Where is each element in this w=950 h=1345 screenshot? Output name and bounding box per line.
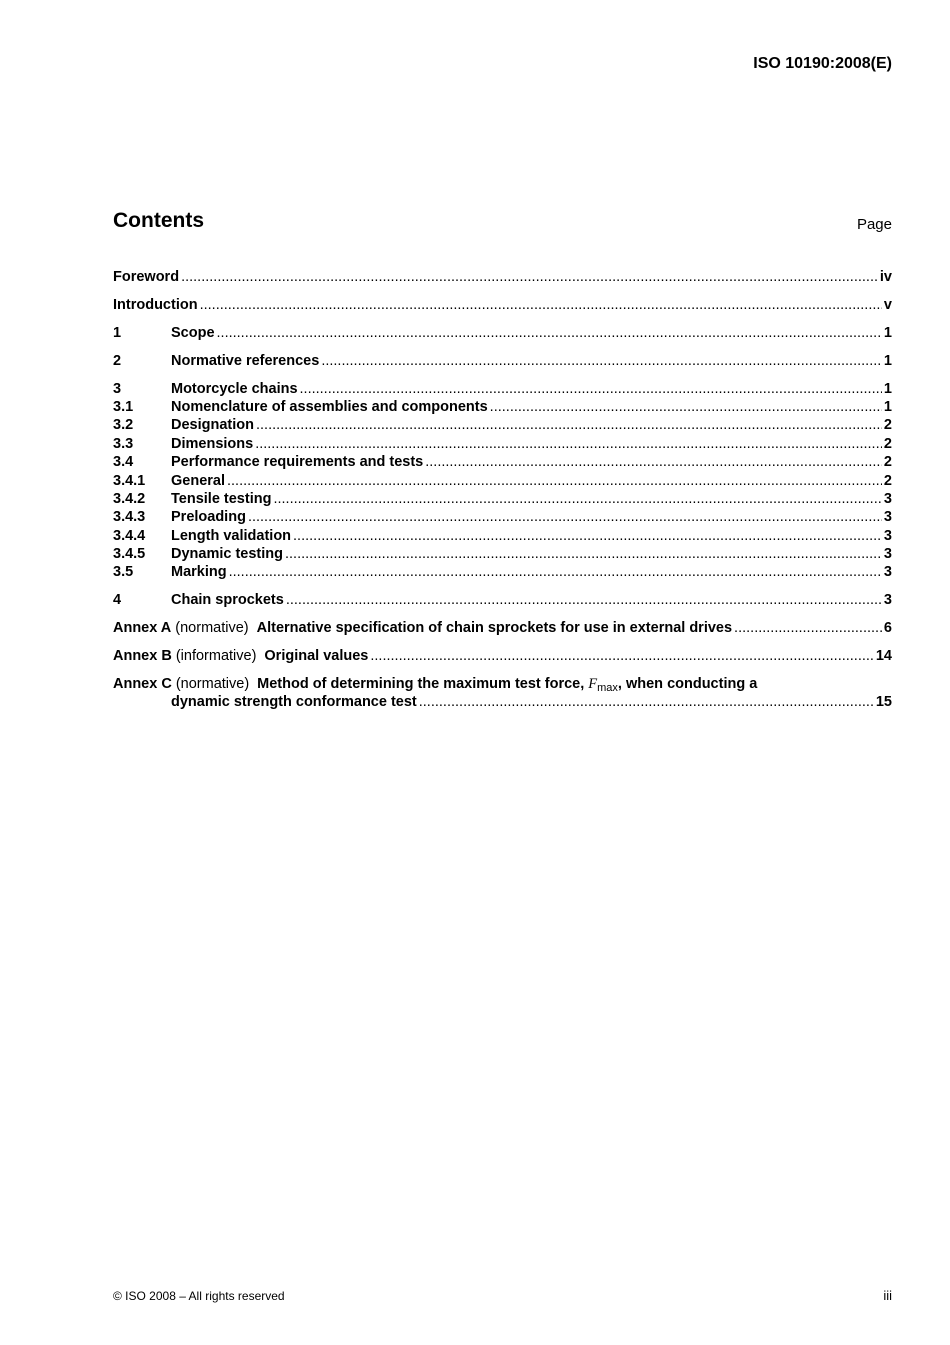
toc-entry-dimensions[interactable] xyxy=(113,435,892,453)
leader-dots xyxy=(419,693,874,711)
annex-title: Alternative specification of chain sprockets for use in external drives xyxy=(256,620,733,637)
toc-number: 3.1 xyxy=(113,398,134,415)
leader-dots xyxy=(255,435,882,453)
toc-entry-marking[interactable] xyxy=(113,563,892,581)
leader-dots xyxy=(490,398,882,416)
toc-entry-dynamic-testing[interactable] xyxy=(113,545,892,563)
annex-kind: (informative) xyxy=(175,648,257,665)
toc-entry-designation[interactable] xyxy=(113,416,892,434)
force-subscript: max xyxy=(597,682,618,695)
toc-title: Preloading xyxy=(171,509,246,526)
toc-entry-tensile-testing[interactable] xyxy=(113,490,892,508)
toc-title: Scope xyxy=(171,324,215,341)
page-column-label: Page xyxy=(856,216,892,233)
toc-entry-general[interactable] xyxy=(113,472,892,490)
toc-title: Dynamic testing xyxy=(171,546,283,563)
toc-page: 3 xyxy=(883,509,892,526)
leader-dots xyxy=(285,545,882,563)
toc-entry-preloading[interactable] xyxy=(113,508,892,526)
toc-number: 2 xyxy=(113,352,122,369)
toc-page: 2 xyxy=(883,454,892,471)
toc-page: 3 xyxy=(883,546,892,563)
leader-dots xyxy=(200,296,882,314)
annex-title-line2: dynamic strength conformance test xyxy=(171,694,417,711)
force-symbol: F xyxy=(588,676,598,693)
leader-dots xyxy=(227,472,882,490)
leader-dots xyxy=(273,490,881,508)
toc-title: Dimensions xyxy=(171,435,254,452)
toc-title: General xyxy=(171,472,225,489)
toc-title: Nomenclature of assemblies and components xyxy=(171,398,488,415)
toc-title: Tensile testing xyxy=(171,490,272,507)
toc-page: iv xyxy=(879,269,892,285)
toc-entry-length-validation[interactable] xyxy=(113,527,892,545)
toc-page: 6 xyxy=(883,620,892,637)
toc-page: 3 xyxy=(883,527,892,544)
toc-number: 3.3 xyxy=(113,435,134,452)
toc-title: Motorcycle chains xyxy=(171,380,298,397)
toc-title: Marking xyxy=(171,564,227,581)
leader-dots xyxy=(734,619,882,637)
annex-label: Annex B xyxy=(113,648,172,665)
toc-title: Normative references xyxy=(171,352,320,369)
footer-page-number: iii xyxy=(883,1288,892,1303)
toc-title: Chain sprockets xyxy=(171,592,284,609)
toc-page: 2 xyxy=(883,435,892,452)
annex-title-part2: , when conducting a xyxy=(617,676,758,693)
toc-page: 2 xyxy=(883,472,892,489)
toc-entry-chain-sprockets[interactable] xyxy=(113,591,892,609)
annex-title: Original values xyxy=(264,648,369,665)
toc-page: 1 xyxy=(883,398,892,415)
toc-page: v xyxy=(883,296,892,313)
contents-heading: Contents xyxy=(113,209,204,232)
leader-dots xyxy=(300,380,882,398)
toc-number: 3.4.5 xyxy=(113,546,146,563)
toc-entry-normative-references[interactable] xyxy=(113,352,892,370)
toc-page: 2 xyxy=(883,417,892,434)
toc-page: 3 xyxy=(883,592,892,609)
toc-page: 3 xyxy=(883,490,892,507)
toc-entry-nomenclature[interactable] xyxy=(113,398,892,416)
toc-title: Designation xyxy=(171,417,254,434)
toc-entry-introduction[interactable] xyxy=(113,296,892,314)
toc-entry-annex-c[interactable] xyxy=(113,675,892,712)
leader-dots xyxy=(286,591,882,609)
toc-entry-scope[interactable] xyxy=(113,324,892,342)
toc-page: 14 xyxy=(875,648,892,665)
annex-label: Annex A xyxy=(113,620,172,637)
leader-dots xyxy=(321,352,882,370)
toc-entry-performance-requirements[interactable] xyxy=(113,453,892,471)
leader-dots xyxy=(229,563,882,581)
toc-page: 1 xyxy=(883,324,892,341)
toc-title: Performance requirements and tests xyxy=(171,454,424,471)
annex-heading xyxy=(113,619,732,637)
toc-number: 3.4.1 xyxy=(113,472,146,489)
toc-number: 3.4 xyxy=(113,454,134,471)
toc-page: 1 xyxy=(883,352,892,369)
toc-number: 3.4.3 xyxy=(113,509,146,526)
toc-number: 1 xyxy=(113,324,122,341)
toc-entry-annex-b[interactable] xyxy=(113,647,892,665)
table-of-contents xyxy=(113,268,892,712)
annex-title-part1: Method of determining the maximum test force, xyxy=(257,676,585,693)
annex-heading xyxy=(113,647,368,665)
annex-kind: (normative) xyxy=(175,676,250,693)
leader-dots xyxy=(181,268,878,286)
leader-dots xyxy=(248,508,882,526)
toc-page: 3 xyxy=(883,564,892,581)
leader-dots xyxy=(425,453,882,471)
leader-dots xyxy=(217,324,882,342)
toc-number: 3.4.2 xyxy=(113,490,146,507)
leader-dots xyxy=(370,647,873,665)
footer-copyright: © ISO 2008 – All rights reserved xyxy=(113,1289,285,1303)
annex-label: Annex C xyxy=(113,676,172,693)
toc-title: Foreword xyxy=(113,269,180,285)
toc-page: 1 xyxy=(883,380,892,397)
toc-entry-annex-a[interactable] xyxy=(113,619,892,637)
toc-title: Length validation xyxy=(171,527,292,544)
toc-number: 3.5 xyxy=(113,564,134,581)
toc-title: Introduction xyxy=(113,296,198,313)
toc-number: 3.4.4 xyxy=(113,527,146,544)
toc-number: 4 xyxy=(113,592,122,609)
document-id: ISO 10190:2008(E) xyxy=(753,55,892,72)
toc-entry-foreword[interactable] xyxy=(113,268,892,286)
leader-dots xyxy=(293,527,882,545)
toc-page: 15 xyxy=(875,694,892,711)
toc-number: 3 xyxy=(113,380,122,397)
leader-dots xyxy=(256,416,882,434)
annex-c-line-2 xyxy=(113,693,892,711)
toc-number: 3.2 xyxy=(113,417,134,434)
annex-c-line-1 xyxy=(113,675,892,693)
toc-entry-motorcycle-chains[interactable] xyxy=(113,380,892,398)
annex-kind: (normative) xyxy=(175,620,249,637)
